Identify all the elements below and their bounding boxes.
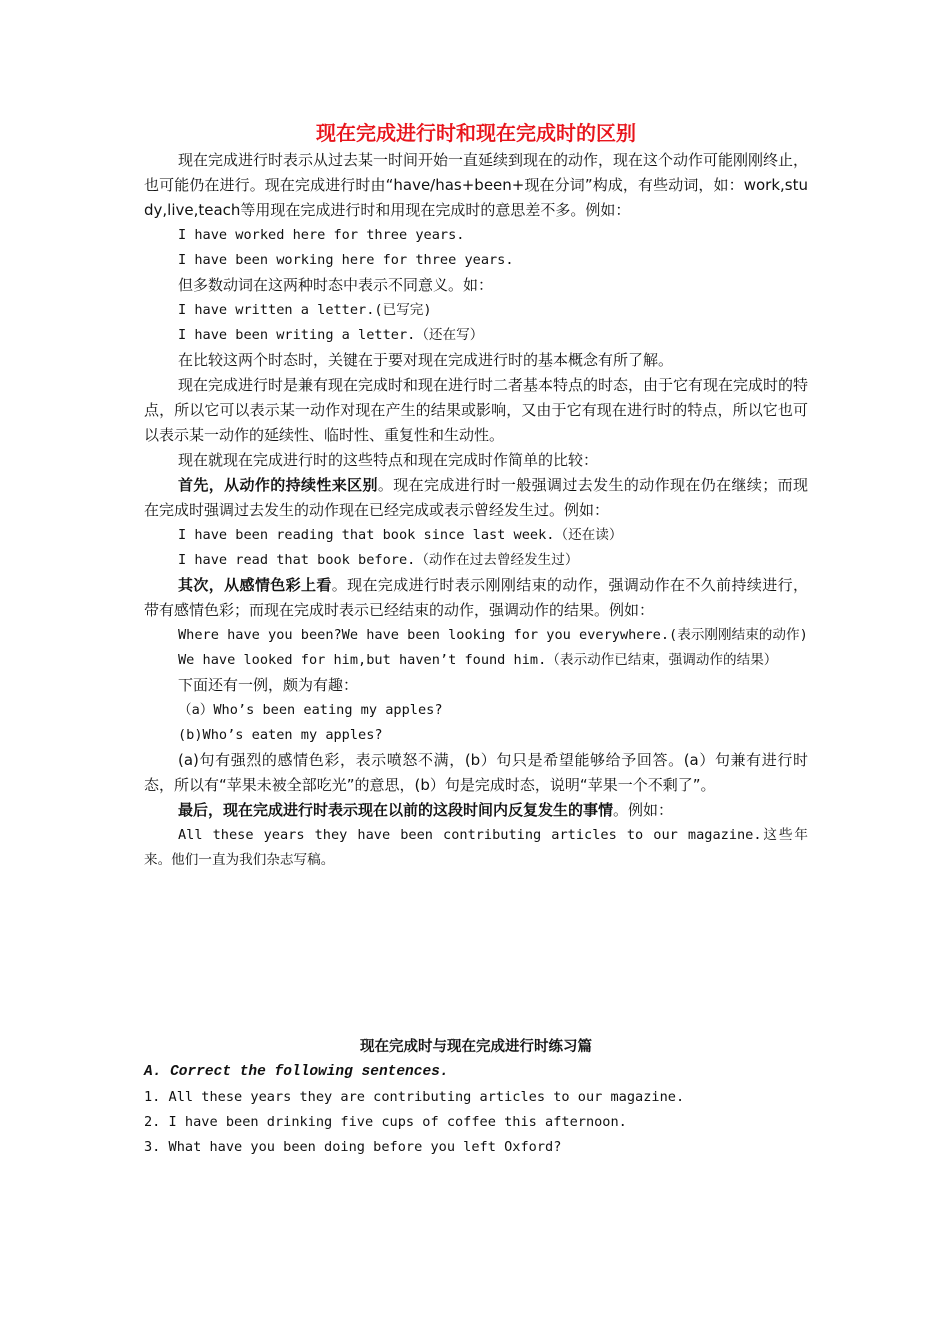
example-sentence: We have looked for him,but haven’t found him.（表示动作已结束，强调动作的结果） — [178, 652, 778, 668]
third-point-paragraph — [144, 798, 808, 823]
exercise-item: 3. What have you been doing before you left Oxford? — [144, 1139, 562, 1155]
contrast-intro: 但多数动词在这两种时态中表示不同意义。如： — [178, 276, 494, 294]
first-point-paragraph — [144, 473, 808, 523]
compare-intro: 现在就现在完成进行时的这些特点和现在完成时作简单的比较： — [178, 451, 599, 469]
third-point-heading: 最后，现在完成进行时表示现在以前的这段时间内反复发生的事情 — [178, 801, 614, 819]
example-sentence: I have read that book before.（动作在过去曾经发生过） — [178, 552, 579, 568]
first-point-text: 。现在完成进行时一般强调过去发生的动作现在仍在继续；而现在完成时强调过去发生的动作现在已经完成或表示曾经发生过。例如： — [144, 476, 808, 519]
exercise-title: 现在完成时与现在完成进行时练习篇 — [360, 1039, 592, 1055]
exercise-item: 1. All these years they are contributing articles to our magazine. — [144, 1089, 685, 1105]
example-sentence: (b)Who’s eaten my apples? — [178, 727, 383, 743]
document-title: 现在完成进行时和现在完成时的区别 — [316, 121, 636, 145]
first-point-heading: 首先，从动作的持续性来区别 — [178, 476, 378, 494]
second-point-heading: 其次，从感情色彩上看 — [178, 576, 332, 594]
exercise-item: 2. I have been drinking five cups of coffee this afternoon. — [144, 1114, 627, 1130]
explanation-paragraph: (a)句有强烈的感情色彩，表示喷怒不满，(b）句只是希望能够给予回答。(a）句兼有进行时态，所以有“苹果未被全部吃光”的意思，(b）句是完成时态，说明“苹果一个不剩了”。 — [144, 751, 808, 794]
example-sentence: （a）Who’s been eating my apples? — [178, 702, 443, 718]
second-point-text: 。现在完成进行时表示刚刚结束的动作，强调动作在不久前持续进行，带有感情色彩；而现在完成时表示已经结束的动作，强调动作的结果。例如： — [144, 576, 808, 619]
interesting-intro: 下面还有一例，颇为有趣： — [178, 676, 359, 694]
document-page — [144, 118, 808, 1160]
example-sentence: I have written a letter.(已写完) — [178, 302, 432, 318]
section-spacer — [144, 873, 808, 1035]
second-point-paragraph — [144, 573, 808, 623]
exercise-heading: A. Correct the following sentences. — [144, 1064, 449, 1080]
example-sentence: I have worked here for three years. — [178, 227, 465, 243]
intro-paragraph: 现在完成进行时表示从过去某一时间开始一直延续到现在的动作，现在这个动作可能刚刚终止，也可能仍在进行。现在完成进行时由“have/has+been+现在分词”构成，有些动词，如：work,study,live,teach等用现在完成进行时和用现在完成时的意思差不多。例如： — [144, 151, 809, 219]
example-sentence: I have been working here for three years. — [178, 252, 514, 268]
third-point-text: 。例如： — [613, 801, 674, 819]
example-sentence: All these years they have been contributing articles to our magazine.这些年来。他们一直为我们杂志写稿。 — [144, 827, 808, 868]
example-sentence: Where have you been?We have been looking for you everywhere.(表示刚刚结束的动作) — [178, 627, 808, 643]
features-paragraph: 现在完成进行时是兼有现在完成时和现在进行时二者基本特点的时态，由于它有现在完成时的特点，所以它可以表示某一动作对现在产生的结果或影响，又由于它有现在进行时的特点，所以它也可以表示某一动作的延续性、临时性、重复性和生动性。 — [144, 376, 809, 444]
key-point-paragraph: 在比较这两个时态时，关键在于要对现在完成进行时的基本概念有所了解。 — [178, 351, 674, 369]
example-sentence: I have been writing a letter.（还在写） — [178, 327, 484, 343]
example-sentence: I have been reading that book since last week.（还在读） — [178, 527, 623, 543]
